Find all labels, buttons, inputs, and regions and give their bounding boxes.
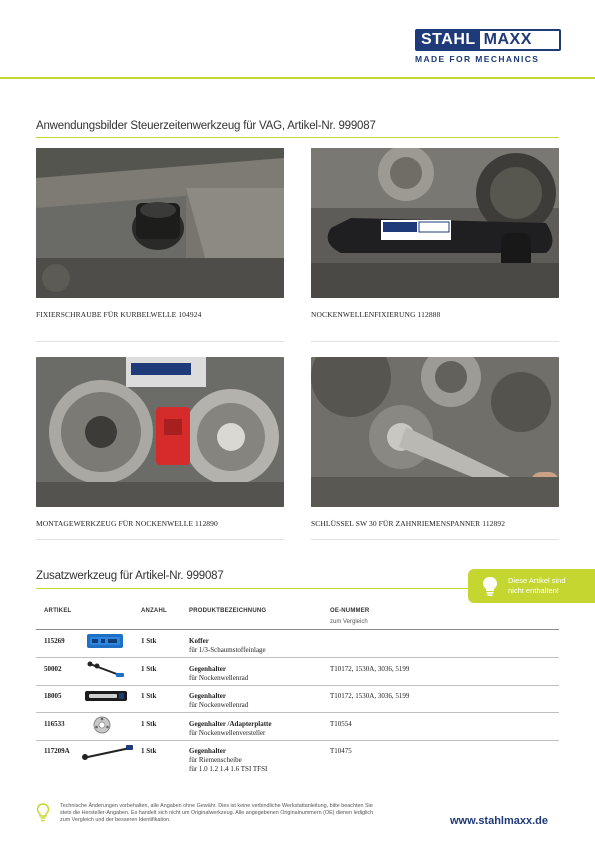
cell-artikel: 115269 [44,637,65,645]
callout-line-2: nicht enthalten! [508,586,559,595]
cell-name: Gegenhalter [189,665,226,673]
footer-line-2: stets die Hersteller-Angaben. Es handelt sich nicht um Originalwerkzeug. Alle angegebenen Originalnummern (OE) dienen lediglich [60,810,374,816]
cell-desc: für 1/3-Schaumstoffeinlage [189,646,266,654]
row-divider [36,740,559,741]
logo-right-text: MAXX [483,31,532,48]
col-header-oe-sub: zum Vergleich [330,619,368,625]
brand-tagline: MADE FOR MECHANICS [415,54,540,64]
cell-artikel: 116533 [44,720,65,728]
cell-desc: für Nockenwellenrad [189,701,249,709]
photo-crankshaft-screw [36,148,284,298]
logo-left-text: STAHL [417,31,480,49]
callout-line-1: Diese Artikel sind [508,576,566,585]
table-header-rule [36,629,559,630]
cell-oe: T10172, 1530A, 3036, 5199 [330,665,410,673]
cell-desc: für Nockenwellenversteller [189,729,266,737]
col-header-produkt: PRODUKTBEZEICHNUNG [189,608,267,614]
cell-name: Gegenhalter /Adapterplatte [189,720,272,728]
caption-divider [311,341,559,342]
photo-camshaft-mounting [36,357,284,507]
col-header-artikel: ARTIKEL [44,608,72,614]
cell-anzahl: 1 Stk [141,692,157,700]
footer-disclaimer [60,803,405,824]
cell-desc: für Nockenwellenrad [189,674,249,682]
photo-camshaft-fixing [311,148,559,298]
lightbulb-icon [478,574,502,598]
counterholder-box-icon [84,688,128,704]
cell-artikel: 18005 [44,692,62,700]
photo-tensioner-wrench [311,357,559,507]
caption-photo-1: FIXIERSCHRAUBE FÜR KURBELWELLE 104924 [36,310,202,319]
footer-line-1: Technische Änderungen vorbehalten, alle Angaben ohne Gewähr. Dies ist keine verbindliche Werkstattanleitung, bitte beachten Sie [60,803,373,809]
cell-oe: T10475 [330,747,352,755]
cell-name: Koffer [189,637,209,645]
adapter-plate-icon [92,715,112,735]
website-link[interactable]: www.stahlmaxx.de [450,815,549,827]
section-divider [36,588,468,589]
cell-oe: T10554 [330,720,352,728]
counterholder-icon [86,660,126,680]
section-title-additional: Zusatzwerkzeug für Artikel-Nr. 999087 [36,570,224,582]
caption-photo-2: NOCKENWELLENFIXIERUNG 112888 [311,310,441,319]
cell-artikel: 117209A [44,747,70,755]
caption-divider [36,341,284,342]
section-divider [36,137,559,138]
caption-divider [36,539,284,540]
cell-artikel: 50002 [44,665,62,673]
case-icon [86,633,124,649]
cell-anzahl: 1 Stk [141,747,157,755]
cell-oe: T10172, 1530A, 3036, 5199 [330,692,410,700]
row-divider [36,712,559,713]
cell-name: Gegenhalter [189,692,226,700]
col-header-oe: OE-NUMMER [330,608,370,614]
caption-photo-3: MONTAGEWERKZEUG FÜR NOCKENWELLE 112890 [36,519,218,528]
cell-anzahl: 1 Stk [141,637,157,645]
section-title-application: Anwendungsbilder Steuerzeitenwerkzeug für VAG, Artikel-Nr. 999087 [36,120,376,132]
row-divider [36,657,559,658]
brand-logo [415,29,561,64]
col-header-anzahl: ANZAHL [141,608,167,614]
caption-divider [311,539,559,540]
cell-desc: für Riemenscheibe [189,756,242,764]
row-divider [36,685,559,686]
cell-desc-2: für 1.0 1.2 1.4 1.6 TSI TFSI [189,765,268,773]
cell-name: Gegenhalter [189,747,226,755]
pulley-holder-icon [80,744,134,762]
header-divider [0,77,595,79]
cell-anzahl: 1 Stk [141,665,157,673]
callout-not-included [468,569,595,603]
caption-photo-4: SCHLÜSSEL SW 30 FÜR ZAHNRIEMENSPANNER 112892 [311,519,506,528]
cell-anzahl: 1 Stk [141,720,157,728]
footer-line-3: zum Vergleich und der besseren Identifikation. [60,817,171,823]
lightbulb-icon [36,803,50,823]
